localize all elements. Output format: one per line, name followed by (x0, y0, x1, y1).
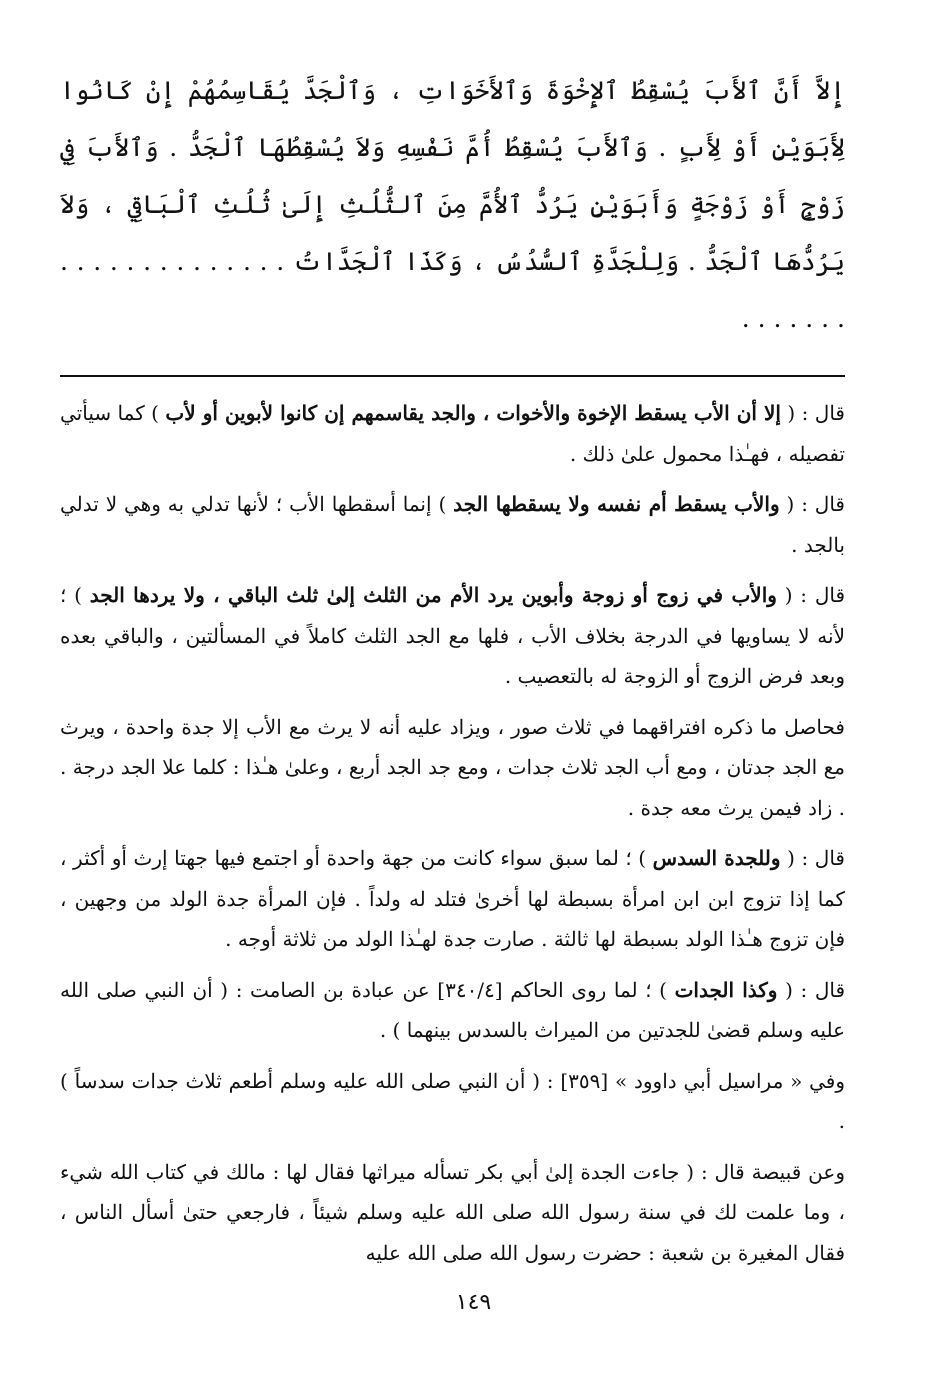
quoted-matn: والأب في زوج أو زوجة وأبوين يرد الأم من الثلث إلىٰ ثلث الباقي ، ولا يردها الجد (89, 583, 777, 607)
commentary-paragraph (60, 1061, 845, 1142)
matn-text: إِلاَّ أَنَّ ٱلأَبَ يُسْقِطُ ٱلإِخْوَةَ وَٱلأَخَوَاتِ ، وَٱلْجَدَّ يُقَاسِمُهُمْ إِنْ كَانُوا لِأَبَوَيْنِ أَوْ لِأَبٍ . وَٱلأَبَ يُسْقِطُ أُمَّ نَفْسِهِ وَلاَ يُسْقِطُهَا ٱلْجَدُّ . وَٱلأَبَ فِي زَوْجٍ أَوْ زَوْجَةٍ وَأَبَوَيْنِ يَرُدُّ ٱلأُمَّ مِنَ ٱلثُّلُثِ إِلَىٰ ثُلُثِ ٱلْبَاقِي ، وَلاَ يَرُدُّهَا ٱلْجَدُّ . وَلِلْجَدَّةِ ٱلسُّدُسُ ، وَكَذَا ٱلْجَدَّاتُ (60, 76, 845, 276)
commentary-block (60, 393, 845, 1273)
commentary-text: فحاصل ما ذكره افتراقهما في ثلاث صور ، ويزاد عليه أنه لا يرث مع الأب إلا جدة واحدة ، ويرث مع الجد جدتان ، ومع أب الجد ثلاث جدات ، ومع جد الجد أربع ، وعلىٰ هـٰذا : كلما علا الجد درجة . . زاد فيمن يرث معه جدة . (60, 714, 845, 820)
commentary-text: ) ؛ لأنه لا يساويها في الدرجة بخلاف الأب ، فلها مع الجد الثلث كاملاً في المسألتين ، والباقي بعده وبعد فرض الزوج أو الزوجة له بالتعصيب . (60, 583, 845, 688)
page-number: ١٤٩ (455, 1290, 492, 1315)
commentary-paragraph (60, 393, 845, 474)
quoted-matn: وللجدة السدس (652, 846, 781, 870)
quoted-matn: وكذا الجدات (674, 977, 778, 1002)
commentary-paragraph (60, 1152, 845, 1274)
commentary-paragraph (60, 707, 845, 829)
commentary-text: ) إنما أسقطها الأب ؛ لأنها تدلي به وهي لا تدلي بالجد . (60, 492, 845, 557)
commentary-paragraph (60, 970, 845, 1051)
matn-dots: . . . . . . . . . . . . . . . . . . . . . (60, 247, 845, 333)
commentary-text: وعن قبيصة قال : ( جاءت الجدة إلىٰ أبي بكر تسأله ميراثها فقال لها : مالك في كتاب الله شيء ، وما علمت لك في سنة رسول الله صلى الله عليه وسلم شيئاً ، فارجعي حتىٰ أسأل الناس ، فقال المغيرة بن شعبة : حضرت رسول الله صلى الله عليه (60, 1159, 845, 1265)
matn-divider (60, 375, 845, 377)
commentary-text: وفي « مراسيل أبي داوود » [٣٥٩] : ( أن النبي صلى الله عليه وسلم أطعم ثلاث جدات سدساً ) . (60, 1068, 845, 1133)
commentary-text: ) كما سيأتي تفصيله ، فهـٰذا محمول علىٰ ذلك . (60, 401, 845, 466)
commentary-text: ) ؛ لما روى الحاكم [٣٤٠/٤] عن عبادة بن الصامت : ( أن النبي صلى الله عليه وسلم قضىٰ للجدتين من الميراث بالسدس بينهما ) . (60, 977, 845, 1042)
quote-lead: قال : ( (787, 401, 845, 425)
commentary-paragraph (60, 575, 845, 697)
book-page (60, 62, 845, 1283)
quoted-matn: والأب يسقط أم نفسه ولا يسقطها الجد (453, 492, 780, 516)
commentary-paragraph (60, 838, 845, 960)
quote-lead: قال : ( (784, 583, 846, 607)
commentary-text: ) ؛ لما سبق سواء كانت من جهة واحدة أو اجتمع فيها جهتا إرث أو أكثر ، كما إذا تزوج ابن ابن امرأة بسبطة لها أخرىٰ فتلد له ولداً . فإن المرأة جدة الولد من وجهين ، فإن تزوج هـٰذا الولد بسبطة لها ثالثة . صارت جدة لهـٰذا الولد من ثلاثة أوجه . (60, 846, 845, 951)
quote-lead: قال : ( (787, 846, 845, 870)
matn-text-block (60, 62, 845, 347)
quote-lead: قال : ( (786, 492, 845, 516)
commentary-paragraph (60, 484, 845, 565)
quoted-matn: إلا أن الأب يسقط الإخوة والأخوات ، والجد يقاسمهم إن كانوا لأبوين أو لأب (165, 401, 781, 425)
quote-lead: قال : ( (785, 977, 846, 1002)
